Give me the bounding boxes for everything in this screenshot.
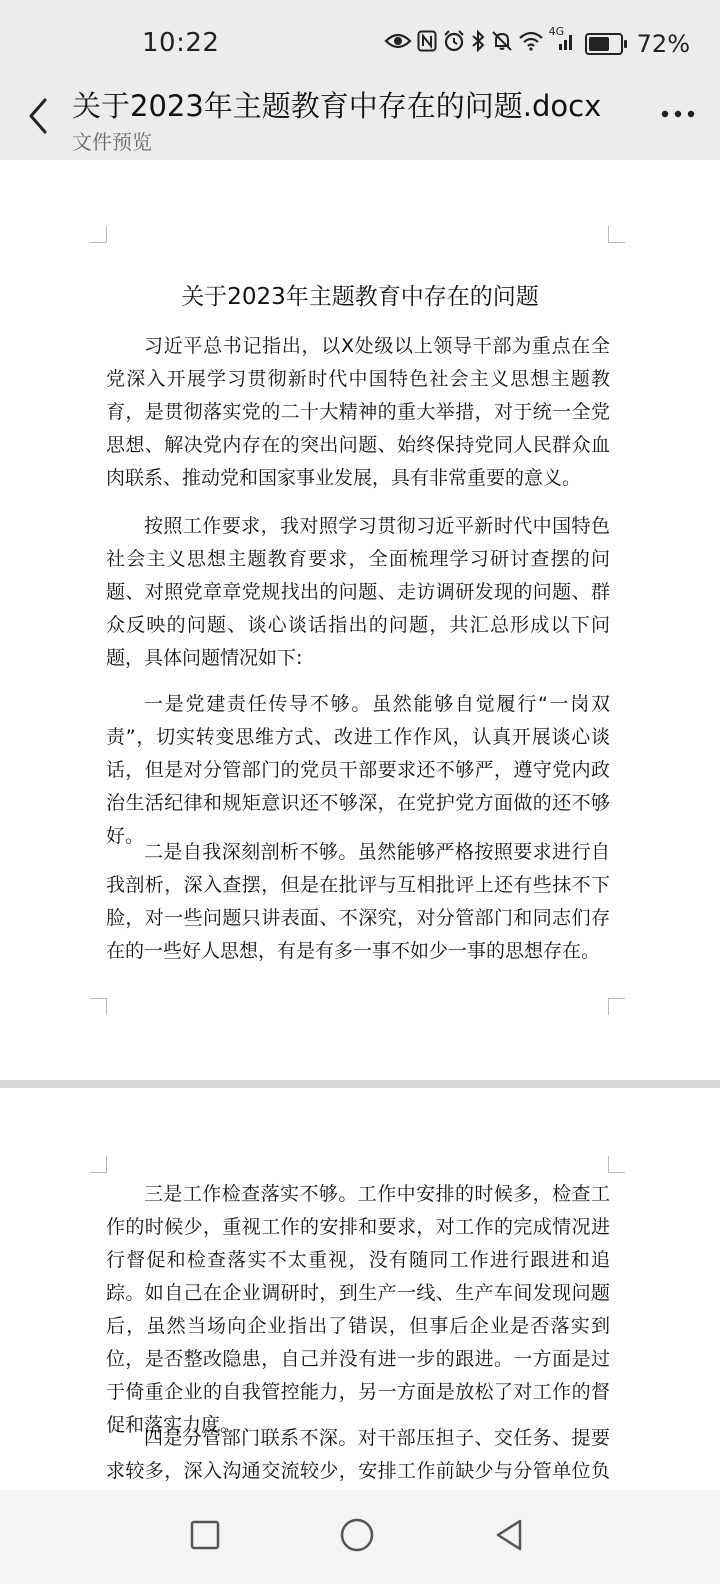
battery-fill <box>589 37 609 51</box>
page-divider <box>0 1080 720 1088</box>
paragraph: 四是分管部门联系不深。对干部压担子、交任务、提要求较多，深入沟通交流较少，安排工作前缺少与分管单位负 <box>106 1427 610 1482</box>
battery-percent: 72% <box>636 30 690 58</box>
paragraph: 按照工作要求，我对照学习贯彻习近平新时代中国特色社会主义思想主题教育要求，全面梳理学习研讨查摆的问题、对照党章章党规找出的问题、走访调研发现的问题、群众反映的问题、谈心谈话指出的问题，共汇总形成以下问题，具体问题情况如下: <box>106 515 610 669</box>
signal-icon <box>548 25 575 57</box>
home-button[interactable] <box>332 1510 382 1560</box>
document-preview[interactable] <box>0 160 720 1490</box>
status-bar <box>0 0 720 78</box>
page-corner-mark <box>608 1156 625 1173</box>
page-corner-mark <box>608 998 625 1015</box>
paragraph: 习近平总书记指出，以X处级以上领导干部为重点在全党深入开展学习贯彻新时代中国特色社会主义思想主题教育，是贯彻落实党的二十大精神的重大举措，对于统一全党思想、解决党内存在的突出问题、始终保持党同人民群众血肉联系、推动党和国家事业发展，具有非常重要的意义。 <box>106 335 610 489</box>
paragraph: 一是党建责任传导不够。虽然能够自觉履行“一岗双责”，切实转变思维方式、改进工作作风，认真开展谈心谈话，但是对分管部门的党员干部要求还不够严，遵守党内政治生活纪律和规矩意识还不够深，在党护党方面做的还不够好。 <box>106 693 610 847</box>
page-corner-mark <box>90 226 107 243</box>
recent-apps-button[interactable] <box>180 1510 230 1560</box>
page-corner-mark <box>608 226 625 243</box>
paragraph: 二是自我深刻剖析不够。虽然能够严格按照要求进行自我剖析，深入查摆，但是在批评与互相批评上还有些抹不下脸，对一些问题只讲表面、不深究，对分管部门和同志们存在的一些好人思想，有是有多一事不如少一事的思想存在。 <box>106 841 610 962</box>
file-title: 关于2023年主题教育中存在的问题.docx <box>72 89 602 123</box>
status-icons <box>385 25 690 58</box>
page-corner-mark <box>90 998 107 1015</box>
system-nav-bar <box>0 1490 720 1584</box>
more-dots-icon <box>661 110 695 118</box>
bluetooth-icon <box>471 30 485 58</box>
wifi-icon <box>519 31 543 57</box>
page-corner-mark <box>90 1156 107 1173</box>
network-type-label: 4G <box>548 25 565 38</box>
document-title: 关于2023年主题教育中存在的问题 <box>181 284 539 310</box>
status-time: 10:22 <box>142 28 220 58</box>
paragraph: 三是工作检查落实不够。工作中安排的时候多，检查工作的时候少，重视工作的安排和要求，对工作的完成情况进行督促和检查落实不太重视，没有随同工作进行跟进和追踪。如自己在企业调研时，到生产一线、生产车间发现问题后，虽然当场向企业指出了错误，但事后企业是否落实到位，是否整改隐患，自己并没有进一步的跟进。一方面是过于倚重企业的自我管控能力，另一方面是放松了对工作的督促和落实力度。 <box>106 1183 610 1436</box>
recent-apps-icon <box>189 1519 221 1551</box>
app-header <box>0 78 720 160</box>
mute-icon <box>491 30 513 58</box>
file-subtitle: 文件预览 <box>72 130 152 154</box>
battery-icon <box>585 33 623 55</box>
more-button[interactable] <box>656 92 700 136</box>
alarm-icon <box>443 30 465 58</box>
eye-icon <box>385 31 411 57</box>
back-triangle-icon <box>493 1518 525 1552</box>
home-icon <box>339 1517 375 1553</box>
chevron-left-icon <box>27 97 49 135</box>
nav-back-button[interactable] <box>484 1510 534 1560</box>
nfc-icon <box>417 30 437 58</box>
back-button[interactable] <box>18 96 58 136</box>
